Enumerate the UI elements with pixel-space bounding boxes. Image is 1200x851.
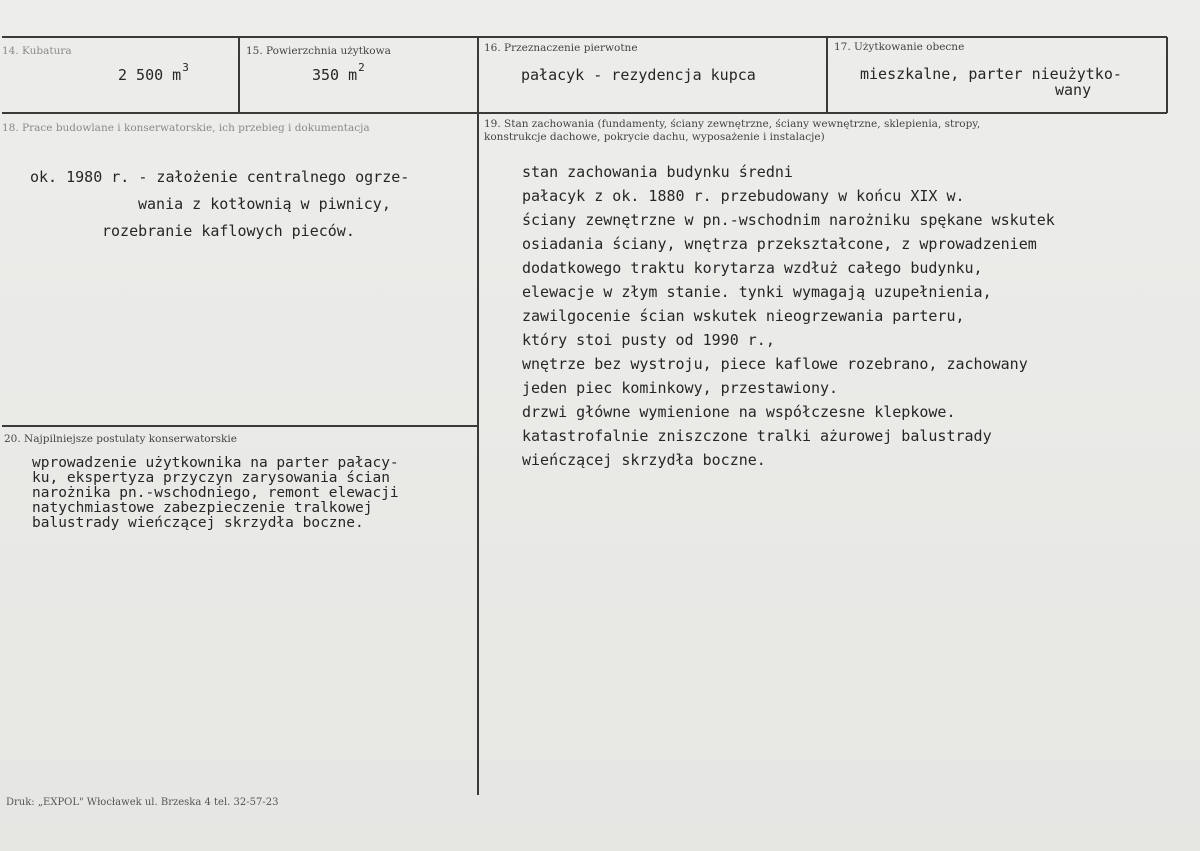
field-17-line: mieszkalne, parter nieużytko- [860, 65, 1122, 83]
field-19-line: ściany zewnętrzne w pn.-wschodnim narożniku spękane wskutek [522, 211, 1055, 229]
field-18-line: wania z kotłownią w piwnicy, [138, 195, 391, 213]
field-19-label-line: 19. Stan zachowania (fundamenty, ściany zewnętrzne, ściany wewnętrzne, sklepienia, stropy, [484, 118, 981, 130]
field-19-value [522, 160, 1055, 472]
kubatura-unit-exponent: 3 [182, 61, 189, 74]
field-19-label [484, 118, 980, 144]
right-rule [1166, 37, 1168, 113]
field-20-line: natychmiastowe zabezpieczenie tralkowej [32, 500, 373, 516]
row2-bottom-rule [2, 425, 478, 427]
field-20-line: ku, ekspertyza przyczyn zarysowania ścian [32, 470, 390, 486]
field-15-value [312, 61, 365, 84]
divider-main [477, 37, 479, 795]
field-14-label: 14. Kubatura [2, 45, 72, 57]
area-value: 350 m [312, 66, 358, 84]
field-19-line: zawilgocenie ścian wskutek nieogrzewania parteru, [522, 307, 965, 325]
field-20-line: balustrady wieńczącej skrzydła boczne. [32, 515, 364, 531]
field-19-line: który stoi pusty od 1990 r., [522, 331, 775, 349]
field-19-line: elewacje w złym stanie. tynki wymagają uzupełnienia, [522, 283, 992, 301]
divider-14-15 [238, 37, 240, 113]
field-15-label: 15. Powierzchnia użytkowa [246, 45, 391, 57]
field-20-line: wprowadzenie użytkownika na parter pałacy- [32, 455, 399, 471]
field-16-label: 16. Przeznaczenie pierwotne [484, 42, 638, 54]
field-16-value: pałacyk - rezydencja kupca [521, 66, 756, 84]
area-unit-exponent: 2 [358, 61, 365, 74]
field-20-value [32, 456, 399, 531]
field-14-value [118, 61, 189, 84]
printer-imprint: Druk: „EXPOL" Włocławek ul. Brzeska 4 tel. 32-57-23 [6, 797, 279, 808]
field-17-value [860, 66, 1122, 98]
field-19-line: stan zachowania budynku średni [522, 163, 793, 181]
field-19-line: wieńczącej skrzydła boczne. [522, 451, 766, 469]
divider-16-17 [826, 37, 828, 113]
row1-bottom-rule [2, 112, 1167, 114]
field-20-label: 20. Najpilniejsze postulaty konserwatorskie [4, 433, 237, 445]
kubatura-value: 2 500 m [118, 66, 182, 84]
field-18-line: ok. 1980 r. - założenie centralnego ogrze- [30, 168, 410, 186]
field-20-line: narożnika pn.-wschodniego, remont elewacji [32, 485, 399, 501]
field-19-line: dodatkowego traktu korytarza wzdłuż całego budynku, [522, 259, 983, 277]
field-19-line: jeden piec kominkowy, przestawiony. [522, 379, 839, 397]
field-18-value [30, 164, 409, 245]
field-19-label-line: konstrukcje dachowe, pokrycie dachu, wyposażenie i instalacje) [484, 131, 825, 143]
field-18-label: 18. Prace budowlane i konserwatorskie, ich przebieg i dokumentacja [2, 122, 370, 134]
field-19-line: drzwi główne wymienione na współczesne klepkowe. [522, 403, 956, 421]
field-17-line: wany [1055, 81, 1092, 99]
field-19-line: pałacyk z ok. 1880 r. przebudowany w końcu XIX w. [522, 187, 965, 205]
top-rule [2, 36, 1167, 38]
field-19-line: katastrofalnie zniszczone tralki ażurowej balustrady [522, 427, 992, 445]
field-18-line: rozebranie kaflowych pieców. [102, 222, 355, 240]
field-19-line: osiadania ściany, wnętrza przekształcone, z wprowadzeniem [522, 235, 1037, 253]
field-17-label: 17. Użytkowanie obecne [834, 41, 965, 53]
field-19-line: wnętrze bez wystroju, piece kaflowe rozebrano, zachowany [522, 355, 1028, 373]
